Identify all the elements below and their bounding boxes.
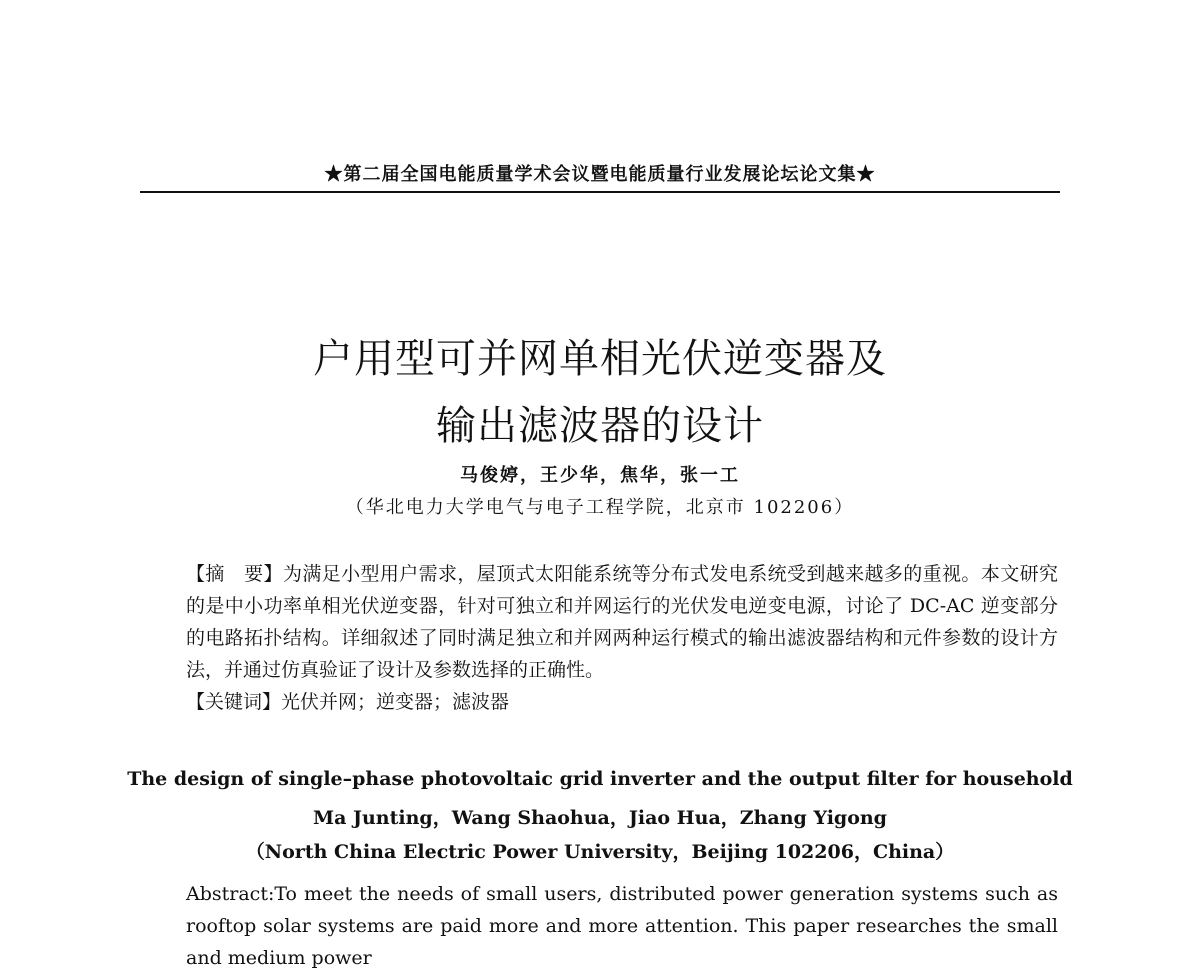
- header-rule: [140, 191, 1060, 193]
- abstract-en-label: Abstract:: [186, 883, 275, 905]
- title-cn-line1: 户用型可并网单相光伏逆变器及: [313, 336, 887, 382]
- authors-cn: 马俊婷，王少华，焦华，张一工: [460, 465, 740, 486]
- keywords-cn-text: 光伏并网；逆变器；滤波器: [281, 691, 510, 713]
- running-header: ★第二届全国电能质量学术会议暨电能质量行业发展论坛论文集★: [324, 164, 876, 185]
- title-en: The design of single–phase photovoltaic grid inverter and the output filter for household: [127, 768, 1073, 790]
- abstract-cn-label: 【摘 要】: [186, 563, 283, 585]
- abstract-en: [142, 878, 1058, 974]
- affiliation-en: （North China Electric Power University，Beijing 102206，China）: [245, 841, 955, 863]
- abstract-en-text: To meet the needs of small users, distributed power generation systems such as rooftop solar systems are paid more and more attention. This paper researches the small and medium power: [186, 883, 1058, 969]
- authors-en: Ma Junting，Wang Shaohua，Jiao Hua，Zhang Yigong: [313, 807, 887, 829]
- title-cn-line2: 输出滤波器的设计: [436, 403, 764, 449]
- abstract-cn-text: 为满足小型用户需求，屋顶式太阳能系统等分布式发电系统受到越来越多的重视。本文研究的是中小功率单相光伏逆变器，针对可独立和并网运行的光伏发电逆变电源，讨论了 DC-AC 逆变部分的电路拓扑结构。详细叙述了同时满足独立和并网两种运行模式的输出滤波器结构和元件参数的设计方法，并通过仿真验证了设计及参数选择的正确性。: [186, 563, 1058, 681]
- keywords-cn-label: 【关键词】: [186, 691, 282, 713]
- affiliation-cn: （华北电力大学电气与电子工程学院，北京市 102206）: [345, 497, 855, 518]
- abstract-cn: [142, 558, 1058, 718]
